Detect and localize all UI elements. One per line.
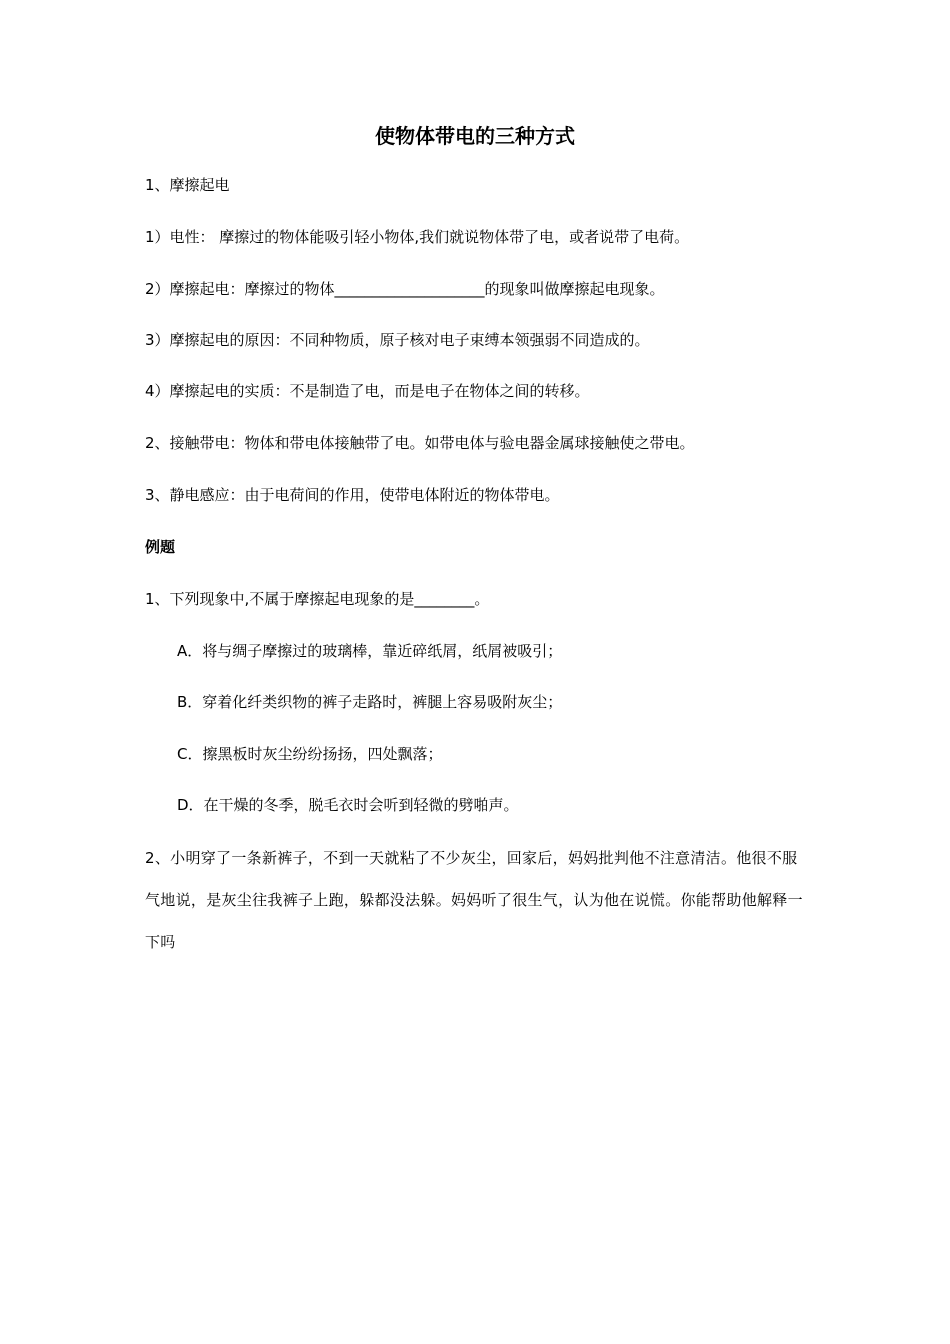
- friction-item-2: 2）摩擦起电：摩擦过的物体____________________的现象叫做摩擦起电现象。: [145, 280, 665, 298]
- friction-item-3: 3）摩擦起电的原因：不同种物质，原子核对电子束缚本领强弱不同造成的。: [145, 331, 650, 349]
- section-heading-friction: 1、摩擦起电: [145, 176, 230, 194]
- section-electrostatic-induction: 3、静电感应：由于电荷间的作用，使带电体附近的物体带电。: [145, 486, 560, 504]
- question-1-option-d: D．在干燥的冬季，脱毛衣时会听到轻微的劈啪声。: [177, 796, 519, 814]
- question-1-stem: 1、下列现象中,不属于摩擦起电现象的是________。: [145, 590, 490, 608]
- page-title: 使物体带电的三种方式: [375, 124, 575, 148]
- question-1-option-a: A．将与绸子摩擦过的玻璃棒，靠近碎纸屑，纸屑被吸引；: [177, 642, 563, 660]
- friction-item-4: 4）摩擦起电的实质：不是制造了电，而是电子在物体之间的转移。: [145, 382, 590, 400]
- friction-item-1: 1）电性： 摩擦过的物体能吸引轻小物体,我们就说物体带了电，或者说带了电荷。: [145, 228, 690, 246]
- question-1-option-b: B．穿着化纤类织物的裤子走路时，裤腿上容易吸附灰尘；: [177, 693, 563, 711]
- section-contact-charging: 2、接触带电：物体和带电体接触带了电。如带电体与验电器金属球接触使之带电。: [145, 434, 695, 452]
- question-1-option-c: C．擦黑板时灰尘纷纷扬扬，四处飘落；: [177, 745, 443, 763]
- question-2-text: 2、小明穿了一条新裤子，不到一天就粘了不少灰尘，回家后，妈妈批判他不注意清洁。他很不服气地说，是灰尘往我裤子上跑，躲都没法躲。妈妈听了很生气，认为他在说慌。你能帮助他解释一下吗: [145, 849, 803, 951]
- examples-heading: 例题: [145, 538, 176, 556]
